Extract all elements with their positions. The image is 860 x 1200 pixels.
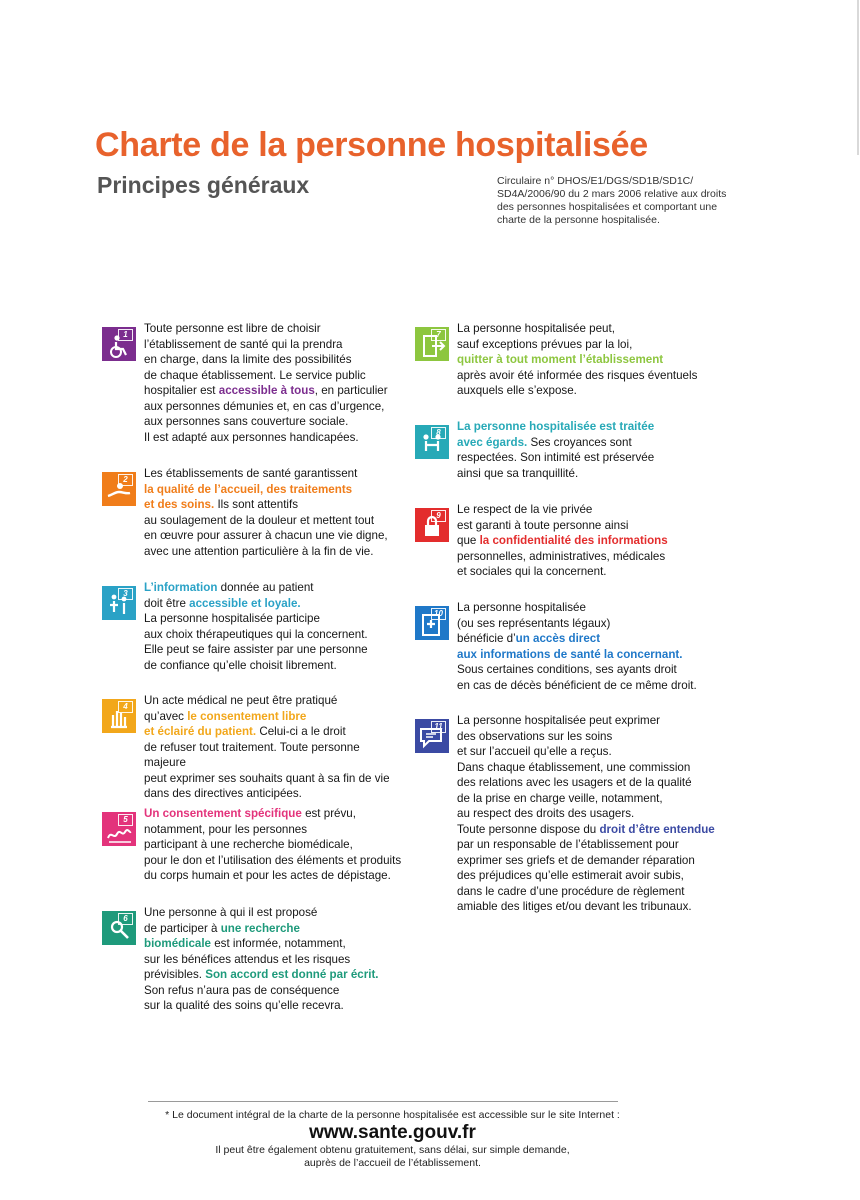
article-11 [415,713,715,915]
article-4 [102,693,402,802]
article-1 [102,321,402,445]
article-text-segment: Son refus n’aura pas de conséquence sur la qualité des soins qu’elle recevra. [144,983,344,1012]
article-text [415,600,715,693]
article-text-segment: personnelles, administratives, médicales et sociales qui la concernent. [457,549,666,578]
article-text [102,321,402,445]
article-2 [102,466,402,559]
article-text [102,693,402,802]
article-highlight: droit d’être entendue [599,822,715,836]
care-hands-icon [102,472,136,506]
footer-note: * Le document intégral de la charte de la personne hospitalisée est accessible sur le site Internet : [165,1109,620,1121]
article-text-segment: Celui-ci a le droit de refuser tout traitement. Toute personne majeure peut exprimer ses souhaits quant à sa fin de vie dans des directives anticipées. [144,725,390,800]
information-icon [102,586,136,620]
article-text [415,502,715,580]
article-text-segment: Sous certaines conditions, ses ayants droit en cas de décès bénéficient de ce même droit. [457,663,697,692]
article-text-segment: , en particulier aux personnes démunies et, en cas d’urgence, aux personnes sans couverture sociale. Il est adapté aux personnes handicapées. [144,384,388,444]
article-text-segment: Un acte médical ne peut être pratiqué qu’avec [144,694,338,723]
article-text [415,713,715,915]
footer-availability: Il peut être également obtenu gratuitement, sans délai, sur simple demande, auprès de l’accueil de l’établissement. [215,1144,570,1169]
article-7 [415,321,715,399]
article-highlight: la qualité de l’accueil, des traitements et des soins. [144,482,353,511]
article-text-segment: Ses croyances sont respectées. Son intimité est préservée ainsi que sa tranquillité. [457,435,655,480]
article-text-segment: La personne hospitalisée participe aux choix thérapeutiques qui la concernent. Elle peut se faire assister par une personne de confiance qu’elle choisit librement. [144,612,368,672]
research-icon [102,911,136,945]
article-number: 7 [431,329,446,341]
article-number: 8 [431,427,446,439]
article-highlight: le consentement libre et éclairé du patient. [144,709,307,738]
respect-people-icon [415,425,449,459]
exit-door-icon [415,327,449,361]
article-text [102,806,402,884]
article-number: 10 [431,608,446,620]
article-10 [415,600,715,693]
article-text [415,321,715,399]
article-number: 6 [118,913,133,925]
article-9 [415,502,715,580]
speech-icon [415,719,449,753]
article-text-segment: donnée au patient doit être [144,581,314,610]
privacy-lock-icon [415,508,449,542]
footer-url-link[interactable]: www.sante.gouv.fr [309,1122,476,1143]
article-number: 1 [118,329,133,341]
article-text-segment: Une personne à qui il est proposé de participer à [144,906,318,935]
medical-file-icon [415,606,449,640]
article-text-segment: La personne hospitalisée (ou ses représentants légaux) bénéficie d’ [457,601,611,645]
article-text-segment: est prévu, notamment, pour les personnes participant à une recherche biomédicale, pour le don et l’utilisation des éléments et produits du corps humain et pour les actes de dépistage. [144,807,402,882]
article-number: 4 [118,701,133,713]
article-text-segment: Ils sont attentifs au soulagement de la douleur et mettent tout en œuvre pour assurer à chacun une vie digne, avec une attention particulière à la fin de vie. [144,498,388,558]
article-text-segment: La personne hospitalisée peut, sauf exceptions prévues par la loi, [457,322,633,351]
article-highlight: un accès direct aux informations de santé la concernant. [457,632,683,661]
article-highlight: Un consentement spécifique [144,807,302,820]
footer-divider [148,1101,618,1102]
article-highlight: L’information [144,581,218,594]
article-text-segment: Les établissements de santé garantissent [144,467,358,480]
page-title: Charte de la personne hospitalisée [95,126,648,164]
article-highlight: quitter à tout moment l’établissement [457,353,664,366]
article-highlight: La personne hospitalisée est traitée avec égards. [457,420,655,449]
article-text [102,466,402,559]
article-number: 11 [431,721,446,733]
article-text-segment: par un responsable de l’établissement pour exprimer ses griefs et de demander réparation des préjudices qu’elle estimerait avoir subis, dans le cadre d’une procédure de règlement amiable des litiges et/ou devant les tribunaux. [457,838,695,913]
article-highlight: la confidentialité des informations [479,534,668,547]
article-8 [415,419,715,481]
article-text-segment: Le respect de la vie privée est garanti à toute personne ainsi que [457,503,629,547]
page-edge-rule [857,0,859,155]
article-5 [102,806,402,884]
article-highlight: accessible et loyale. [189,596,301,610]
article-number: 3 [118,588,133,600]
article-text-segment: après avoir été informée des risques éventuels auxquels elle s’expose. [457,368,698,397]
article-highlight: une recherche biomédicale [144,921,300,950]
article-number: 5 [118,814,133,826]
signature-icon [102,812,136,846]
article-number: 9 [431,510,446,522]
consent-hand-icon [102,699,136,733]
wheelchair-icon [102,327,136,361]
article-number: 2 [118,474,133,486]
article-text [415,419,715,481]
article-3 [102,580,402,673]
article-text-segment: La personne hospitalisée peut exprimer des observations sur les soins et sur l’accueil qu’elle a reçus. Dans chaque établissement, une commission des relations avec les usagers et de la qualité de la prise en charge veille, notamment, au respect des droits des usagers. Toute personne dispose du [457,714,692,836]
article-text [102,580,402,673]
article-text [102,905,402,1014]
article-highlight: Son accord est donné par écrit. [205,968,379,981]
article-6 [102,905,402,1014]
circulaire-reference: Circulaire n° DHOS/E1/DGS/SD1B/SD1C/ SD4A/2006/90 du 2 mars 2006 relative aux droits des personnes hospitalisées et comportant une charte de la personne hospitalisée. [497,175,727,226]
page-subtitle: Principes généraux [97,172,310,198]
article-text-segment: Toute personne est libre de choisir l’établissement de santé qui la prendra en charge, dans la limite des possibilités de chaque établissement. Le service public hospitalier est [144,322,366,397]
article-text-segment: est informée, notamment, sur les bénéfices attendus et les risques prévisibles. [144,937,351,981]
article-highlight: accessible à tous [218,384,315,397]
